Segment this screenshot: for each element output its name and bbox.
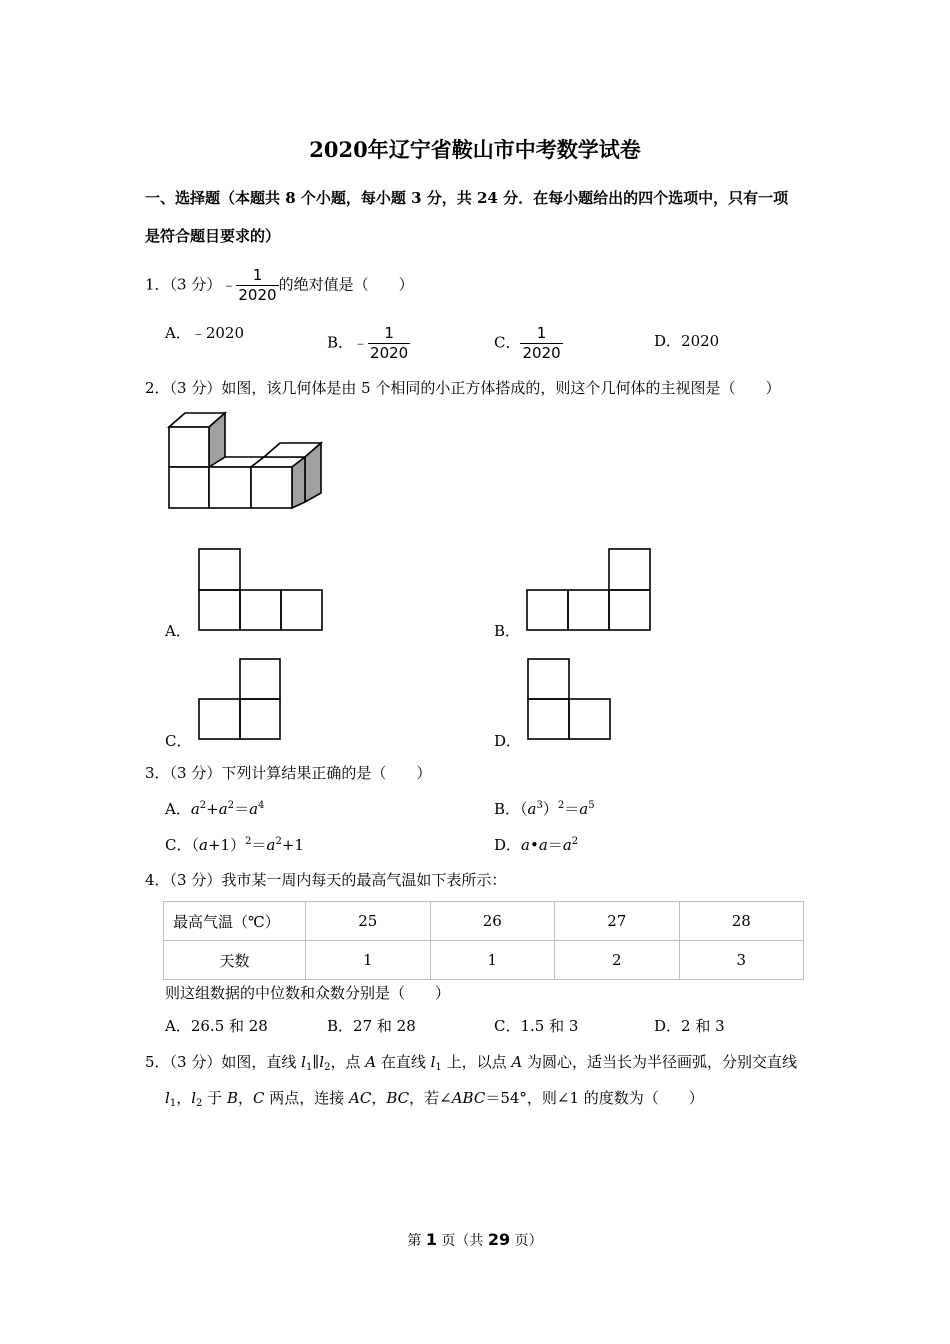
q4-option-b[interactable]: B．27 和 28 bbox=[327, 1017, 416, 1035]
q3-stem: 3．（3 分）下列计算结果正确的是（ ） bbox=[145, 764, 432, 782]
q2-option-b[interactable]: B． bbox=[494, 622, 521, 640]
q2-stem: 2．（3 分）如图，该几何体是由 5 个相同的小正方体搭成的，则这个几何体的主视图是（ ） bbox=[145, 379, 781, 397]
q1-option-b[interactable]: B．﹣ $\frac{1}{2020}$ bbox=[327, 324, 409, 362]
temperature-table bbox=[163, 901, 804, 980]
table-row bbox=[164, 902, 804, 941]
q3-option-a[interactable]: A．$a^2+a^2=a^4$ bbox=[165, 800, 265, 818]
table-cell: 27 bbox=[555, 902, 680, 941]
q4-option-a[interactable]: A．26.5 和 28 bbox=[165, 1017, 268, 1035]
q2-option-d[interactable]: D． bbox=[494, 732, 522, 750]
q4-stem: 4．（3 分）我市某一周内每天的最高气温如下表所示： bbox=[145, 871, 507, 889]
table-cell: 2 bbox=[555, 941, 680, 980]
q1-stem: 1．（3 分）﹣ $\frac{1}{2020}$ 的绝对值是（ ） bbox=[145, 266, 414, 304]
section-heading: 一、选择题（本题共 8 个小题，每小题 3 分，共 24 分．在每小题给出的四个选项中，只有一项 bbox=[145, 189, 789, 207]
q5-stem-line2: $l_1$，$l_2$ 于 B，C 两点，连接 AC，BC，若∠ABC＝54°，则∠1 的度数为（ ） bbox=[165, 1089, 704, 1109]
table-cell: 最高气温（℃） bbox=[164, 902, 306, 941]
table-cell: 1 bbox=[430, 941, 555, 980]
table-cell: 25 bbox=[306, 902, 431, 941]
table-cell: 26 bbox=[430, 902, 555, 941]
page-title: 2020年辽宁省鞍山市中考数学试卷 bbox=[309, 137, 641, 162]
q4-option-d[interactable]: D．2 和 3 bbox=[654, 1017, 725, 1035]
q2-option-c[interactable]: C． bbox=[165, 732, 192, 750]
q4-option-c[interactable]: C．1.5 和 3 bbox=[494, 1017, 579, 1035]
q1-option-a[interactable]: A．﹣2020 bbox=[165, 324, 245, 342]
q3-option-c[interactable]: C．$(a+1)^2=a^2+1$ bbox=[165, 836, 304, 854]
q3-option-b[interactable]: B．$(a^3)^2=a^5$ bbox=[494, 800, 595, 818]
page-footer: 第 1 页（共 29 页） bbox=[407, 1230, 543, 1249]
table-cell: 天数 bbox=[164, 941, 306, 980]
table-cell: 28 bbox=[679, 902, 804, 941]
section-heading-cont: 是符合题目要求的） bbox=[145, 227, 281, 245]
table-cell: 3 bbox=[679, 941, 804, 980]
q1-option-c[interactable]: C． $\frac{1}{2020}$ bbox=[494, 324, 561, 362]
table-cell: 1 bbox=[306, 941, 431, 980]
q5-stem-line1: 5．（3 分）如图，直线 $l_1\parallel l_2$，点 A 在直线 $l_1$ 上，以点 A 为圆心，适当长为半径画弧，分别交直线 bbox=[145, 1053, 797, 1073]
q1-fraction: $\frac{1}{2020}$ bbox=[238, 266, 277, 304]
table-row bbox=[164, 941, 804, 980]
q4-follow-up: 则这组数据的中位数和众数分别是（ ） bbox=[165, 984, 451, 1002]
q3-option-d[interactable]: D．$a•a=a^2$ bbox=[494, 836, 579, 854]
q2-option-a[interactable]: A． bbox=[165, 622, 191, 640]
q1-option-d[interactable]: D．2020 bbox=[654, 332, 720, 350]
